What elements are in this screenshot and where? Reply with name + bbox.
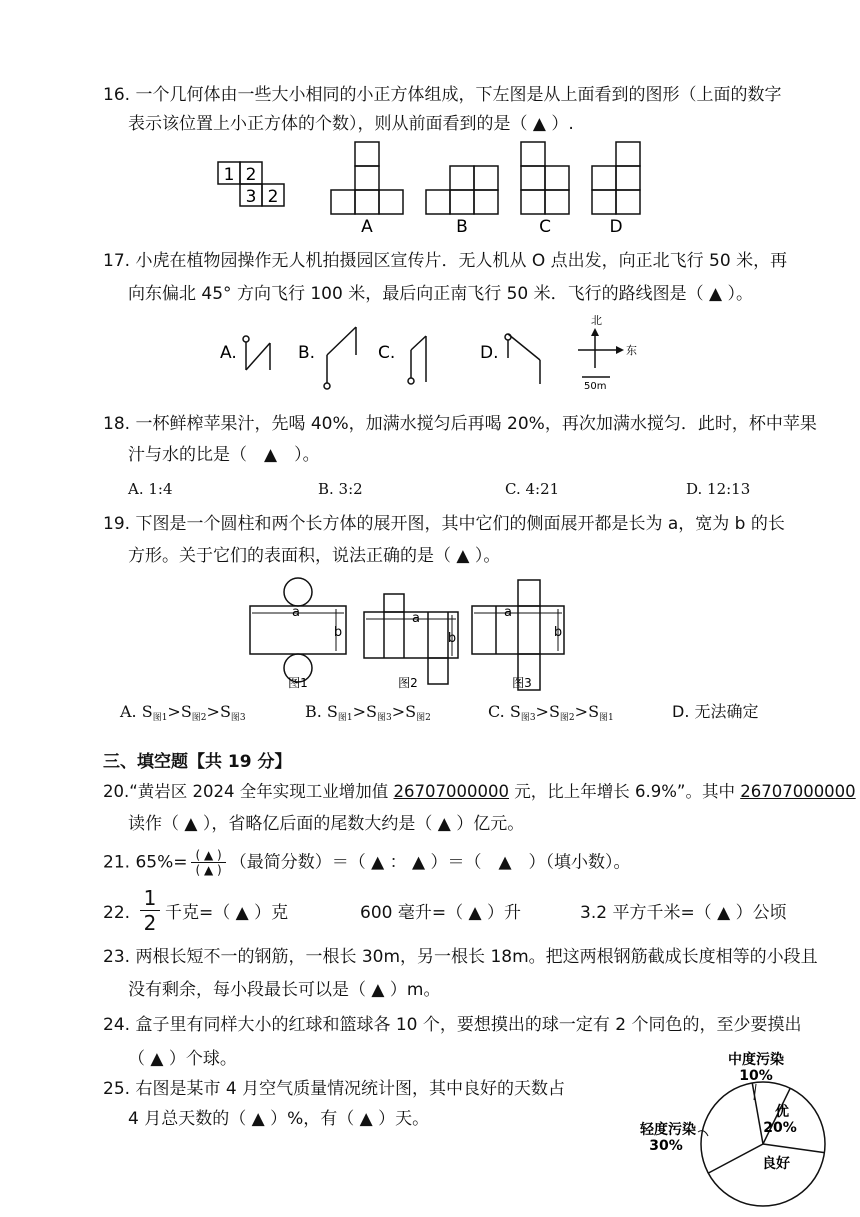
fig1-dim-a: a bbox=[292, 605, 300, 620]
scale-label: 50m bbox=[584, 381, 607, 392]
q24-line1: 24. 盒子里有同样大小的红球和篮球各 10 个，要想摸出的球一定有 2 个同色的，至少要摸出 bbox=[103, 1015, 802, 1035]
pie-slice-divider bbox=[763, 1144, 824, 1153]
q18-line1: 18. 一杯鲜榨苹果汁，先喝 40%，加满水搅匀后再喝 20%，再次加满水搅匀．此时，杯中苹果 bbox=[103, 414, 817, 434]
q17-line2: 向东偏北 45° 方向飞行 100 米，最后向正南飞行 50 米．飞行的路线图是（ ▲ ）。 bbox=[128, 284, 754, 304]
q19-option-d: D. 无法确定 bbox=[672, 702, 759, 721]
q20-amount1: 26707000000 bbox=[393, 782, 509, 801]
cylinder-net bbox=[250, 578, 346, 682]
q17-label-c: C. bbox=[378, 343, 396, 363]
q19-option-a: A. $S_{图1}>S_{图2}>S_{图3}$ bbox=[120, 702, 246, 723]
pie-label-good: 良好 bbox=[762, 1156, 790, 1172]
cuboid-net-2 bbox=[364, 594, 458, 684]
fig3-dim-b: b bbox=[553, 625, 563, 640]
pie-label-excellent: 优 bbox=[775, 1104, 789, 1120]
q19-nets bbox=[240, 572, 580, 692]
compass-icon bbox=[578, 332, 620, 377]
q16-option-d-figure bbox=[592, 142, 640, 214]
q17-label-d: D. bbox=[480, 343, 499, 363]
q22-num-label: 22. bbox=[103, 903, 131, 923]
q18-option-c: C. 4:21 bbox=[505, 480, 560, 498]
q17-route-c bbox=[408, 336, 426, 384]
q18-option-b: B. 3:2 bbox=[318, 480, 363, 498]
q17-line1: 17. 小虎在植物园操作无人机拍摄园区宣传片．无人机从 O 点出发，向正北飞行 50 米，再 bbox=[103, 251, 788, 271]
q16-label-d: D bbox=[609, 217, 623, 237]
compass-north-label: 北 bbox=[591, 314, 602, 327]
air-quality-pie-chart bbox=[628, 1046, 848, 1217]
fig1-caption: 图1 bbox=[288, 676, 308, 690]
q20-line2: 读作（ ▲ ），省略亿后面的尾数大约是（ ▲ ）亿元。 bbox=[128, 814, 525, 834]
q22-part3: 3.2 平方千米=（ ▲ ）公顷 bbox=[580, 903, 787, 923]
grid-num-3: 3 bbox=[245, 187, 257, 207]
q18-line2: 汁与水的比是（ ▲ ）。 bbox=[128, 445, 320, 465]
q24-line2: （ ▲ ）个球。 bbox=[128, 1049, 237, 1069]
q16-line2: 表示该位置上小正方体的个数），则从前面看到的是（ ▲ ）. bbox=[128, 114, 574, 134]
q17-route-b bbox=[324, 327, 356, 389]
section3-title: 三、填空题【共 19 分】 bbox=[103, 752, 292, 772]
q21-fraction: $\frac{( ▲ )}{( ▲ )}$ bbox=[191, 848, 225, 877]
grid-num-2: 2 bbox=[245, 165, 257, 185]
q19-option-b: B. $S_{图1}>S_{图3}>S_{图2}$ bbox=[305, 702, 431, 723]
pie-value-moderate: 10% bbox=[739, 1068, 773, 1084]
q22-fraction: 1 2 bbox=[140, 886, 160, 935]
q17-route-a bbox=[243, 336, 270, 370]
q22-part1: 千克=（ ▲ ）克 bbox=[165, 903, 289, 923]
q16-label-b: B bbox=[456, 217, 468, 237]
q22-part2: 600 毫升=（ ▲ ）升 bbox=[360, 903, 521, 923]
fig3-caption: 图3 bbox=[512, 676, 532, 690]
fig2-dim-b: b bbox=[447, 631, 457, 646]
q19-option-c: C. $S_{图3}>S_{图2}>S_{图1}$ bbox=[488, 702, 614, 723]
q17-label-b: B. bbox=[298, 343, 316, 363]
q18-option-a: A. 1:4 bbox=[128, 480, 173, 498]
pie-label-moderate: 中度污染 bbox=[728, 1052, 784, 1068]
fig3-dim-a: a bbox=[504, 605, 512, 620]
q25-line1: 25. 右图是某市 4 月空气质量情况统计图，其中良好的天数占 bbox=[103, 1079, 566, 1099]
cuboid-net-3 bbox=[472, 580, 564, 690]
q17-label-a: A. bbox=[220, 343, 237, 363]
grid-num-1: 1 bbox=[223, 165, 235, 185]
q16-option-a-figure bbox=[331, 142, 403, 214]
fig2-dim-a: a bbox=[412, 611, 420, 626]
q16-line1: 16. 一个几何体由一些大小相同的小正方体组成，下左图是从上面看到的图形（上面的数字 bbox=[103, 85, 782, 105]
q19-line1: 19. 下图是一个圆柱和两个长方体的展开图，其中它们的侧面展开都是长为 a，宽为 b 的长 bbox=[103, 514, 785, 534]
compass-east-label: 东 bbox=[626, 344, 637, 357]
q19-line2: 方形。关于它们的表面积，说法正确的是（ ▲ ）。 bbox=[128, 546, 501, 566]
q16-label-c: C bbox=[539, 217, 551, 237]
q23-line2: 没有剩余，每小段最长可以是（ ▲ ）m。 bbox=[128, 980, 441, 1000]
pie-slice-divider bbox=[752, 1083, 763, 1144]
grid-num-4: 2 bbox=[267, 187, 279, 207]
q20-amount2: 26707000000 bbox=[740, 782, 856, 801]
q20-line1: 20.“黄岩区 2024 全年实现工业增加值 26707000000 元，比上年增长 6.9%”。其中 26707000000 bbox=[103, 782, 856, 801]
fig2-caption: 图2 bbox=[398, 676, 418, 690]
pie-label-light: 轻度污染 bbox=[640, 1122, 696, 1138]
q23-line1: 23. 两根长短不一的钢筋，一根长 30m，另一根长 18m。把这两根钢筋截成长度相等的小段且 bbox=[103, 947, 818, 967]
q16-label-a: A bbox=[361, 217, 373, 237]
fig1-dim-b: b bbox=[333, 625, 343, 640]
q21-line: 21. 65%= $\frac{( ▲ )}{( ▲ )}$ （最简分数）＝（ ▲ ： ▲ ）＝（ ▲ ）（填小数）。 bbox=[103, 848, 631, 877]
pie-value-light: 30% bbox=[649, 1138, 683, 1154]
pie-value-excellent: 20% bbox=[763, 1120, 797, 1136]
q16-option-c-figure bbox=[521, 142, 569, 214]
q25-line2: 4 月总天数的（ ▲ ）%，有（ ▲ ）天。 bbox=[128, 1109, 430, 1129]
q17-figures bbox=[210, 310, 670, 395]
q18-option-d: D. 12:13 bbox=[686, 480, 751, 498]
q17-route-d bbox=[505, 334, 540, 384]
pie-slice-divider bbox=[708, 1144, 763, 1173]
q16-figures bbox=[210, 132, 650, 240]
q16-option-b-figure bbox=[426, 166, 498, 214]
